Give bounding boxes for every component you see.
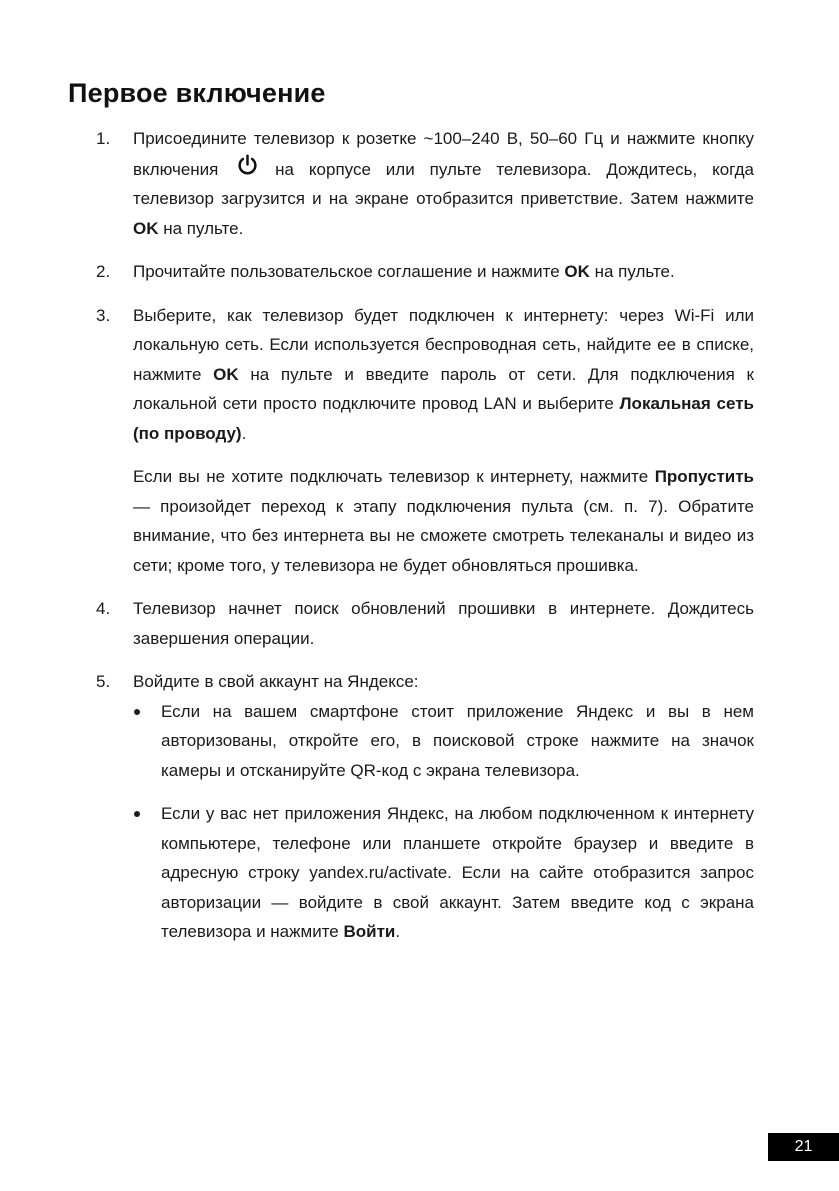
step-text: Выберите, как телевизор будет подключен к интернету: через Wi-Fi или локальную сеть. Если используется беспроводная сеть, найдите ее в списке, нажмите OK на пульте и введите пароль от сети. Для подключения к локальной сети просто подключите провод LAN и выберите Локальная сеть (по проводу).: [133, 305, 755, 443]
step-1: [96, 124, 754, 243]
step-text: Войдите в свой аккаунт на Яндексе:: [133, 672, 419, 691]
step-number: 3.: [96, 305, 111, 325]
step-number: 1.: [96, 129, 111, 148]
step-number: 4.: [96, 599, 111, 618]
steps-list: [96, 124, 754, 947]
step-text: Телевизор начнет поиск обновлений прошивки в интернете. Дождитесь завершения операции.: [133, 599, 754, 648]
page-number: 21: [768, 1133, 839, 1161]
step-2: [96, 257, 754, 287]
step-5: [96, 667, 754, 947]
step-text: Присоедините телевизор к розетке ~100–240 В, 50–60 Гц и нажмите кнопку включения на корпусе или пульте телевизора. Дождитесь, когда телевизор загрузится и на экране отобразится приветствие. Затем нажмите OK на пульте.: [133, 129, 754, 238]
power-icon: [236, 154, 259, 177]
bullet-dot: [134, 709, 140, 715]
step-number: 2.: [96, 262, 111, 281]
bullet-list: [133, 697, 754, 947]
step-text: Прочитайте пользовательское соглашение и нажмите OK на пульте.: [133, 262, 675, 281]
bullet-item: Если на вашем смартфоне стоит приложение Яндекс и вы в нем авторизованы, откройте его, в поисковой строке нажмите на значок камеры и отсканируйте QR-код с экрана телевизора.: [133, 697, 754, 786]
page-title: Первое включение: [68, 78, 326, 108]
step-number: 5.: [96, 672, 111, 691]
step-3: [96, 301, 754, 581]
step-4: [96, 594, 754, 653]
bullet-dot: [134, 811, 140, 817]
step-note: Если вы не хотите подключать телевизор к интернету, нажмите Пропустить — произойдет переход к этапу подключения пульта (см. п. 7). Обратите внимание, что без интернета вы не сможете смотреть телеканалы и видео из сети; кроме того, у телевизора не будет обновляться прошивка.: [133, 467, 754, 575]
bullet-item: Если у вас нет приложения Яндекс, на любом подключенном к интернету компьютере, телефоне или планшете откройте браузер и введите в адресную строку yandex.ru/activate. Если на сайте отобразится запрос авторизации — войдите в свой аккаунт. Затем введите код с экрана телевизора и нажмите Войти.: [133, 799, 754, 947]
